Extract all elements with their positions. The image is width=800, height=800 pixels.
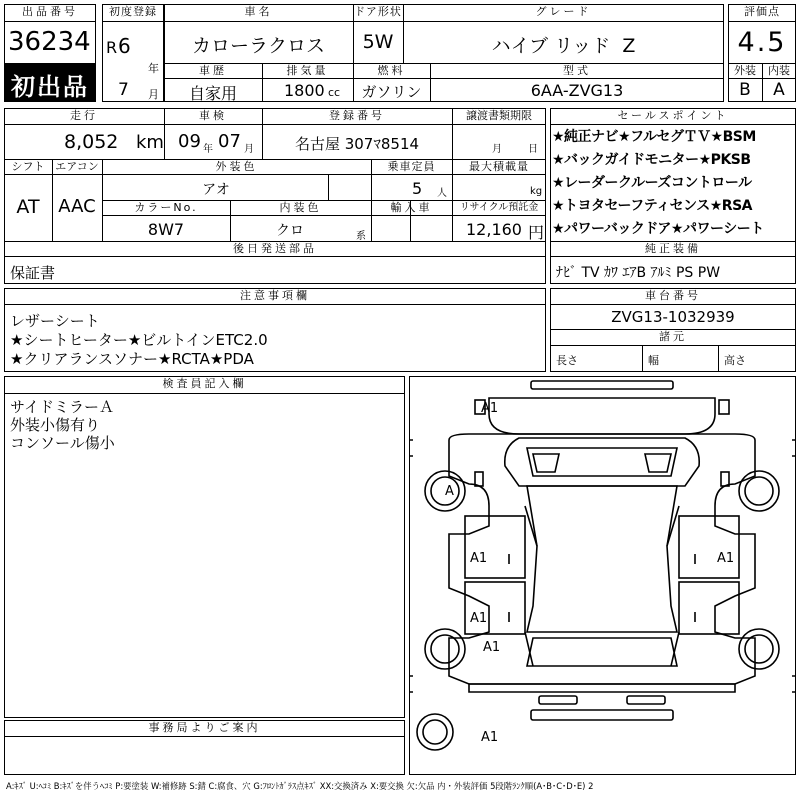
shift-label: シフト bbox=[11, 160, 45, 173]
interior-label: 内装 bbox=[768, 64, 790, 77]
sales-point-item: ★純正ナビ★フルセグＴＶ★BSM bbox=[552, 129, 756, 145]
exterior-grade: B bbox=[739, 80, 751, 100]
dimensions-label: 諸元 bbox=[659, 330, 687, 343]
mileage-label: 走行 bbox=[70, 109, 98, 122]
transfer-deadline-label: 譲渡書類期限 bbox=[466, 109, 532, 122]
history-label: 車歴 bbox=[199, 64, 227, 77]
mileage-unit: km bbox=[136, 132, 164, 153]
aircon: AAC bbox=[58, 196, 96, 217]
height-label: 高さ bbox=[724, 354, 746, 367]
damage-mark: A1 bbox=[481, 401, 499, 416]
inspector-line: コンソール傷小 bbox=[10, 434, 115, 452]
notes-line: ★シートヒーター★ビルトインETC2.0 bbox=[10, 331, 268, 349]
inspection-year: 09 bbox=[178, 131, 201, 152]
aircon-label: エアコン bbox=[55, 160, 99, 173]
sales-points-list bbox=[552, 126, 794, 240]
score: 4.5 bbox=[737, 27, 787, 58]
inspection-label: 車検 bbox=[199, 109, 227, 122]
notes-line: レザーシート bbox=[10, 312, 100, 330]
recycle-label: リサイクル預託金 bbox=[459, 202, 539, 213]
displacement-label: 排気量 bbox=[286, 64, 329, 77]
notes-line: ★クリアランスソナー★RCTA★PDA bbox=[10, 350, 254, 368]
sales-point-item: ★トヨタセーフティセンス★RSA bbox=[552, 198, 752, 214]
grade-label: グレード bbox=[535, 5, 592, 18]
capacity: 5 bbox=[412, 179, 423, 198]
damage-mark: A bbox=[445, 484, 454, 499]
inspector-line: サイドミラーＡ bbox=[10, 398, 114, 416]
first-listing-text: 初出品 bbox=[11, 73, 89, 101]
grade: ハイブ リッド Z bbox=[491, 35, 636, 57]
deadline-month-unit: 月 bbox=[492, 144, 502, 155]
registration-number: 名古屋 307ﾏ8514 bbox=[294, 135, 420, 153]
damage-mark: A1 bbox=[470, 551, 488, 566]
door-type: 5W bbox=[362, 31, 394, 53]
era-letter: R bbox=[106, 38, 118, 57]
door-label: ドア形状 bbox=[354, 5, 402, 18]
interior-color-label: 内装色 bbox=[279, 201, 322, 214]
interior-color: クロ bbox=[276, 223, 304, 239]
registration-year: 6 bbox=[118, 34, 131, 58]
sales-point-item: ★バックガイドモニター★PKSB bbox=[552, 152, 751, 168]
max-load-label: 最大積載量 bbox=[469, 160, 529, 173]
inspection-month-unit: 月 bbox=[244, 144, 254, 155]
damage-mark: A1 bbox=[470, 611, 488, 626]
model-code: 6AA-ZVG13 bbox=[530, 81, 624, 100]
sales-points-label: セールスポイント bbox=[617, 109, 729, 122]
capacity-unit: 人 bbox=[437, 188, 447, 199]
score-label: 評価点 bbox=[744, 5, 780, 18]
width-label: 幅 bbox=[648, 354, 659, 367]
year-unit: 年 bbox=[148, 62, 159, 75]
car-diagram bbox=[409, 376, 796, 775]
later-parts: 保証書 bbox=[10, 264, 56, 282]
inspector-label: 検査員記入欄 bbox=[162, 377, 247, 390]
car-name: カローラクロス bbox=[191, 35, 325, 57]
fuel-label: 燃料 bbox=[377, 64, 406, 77]
displacement-unit: cc bbox=[328, 86, 341, 99]
sales-point-item: ★レーダークルーズコントロール bbox=[552, 175, 752, 191]
color-number: 8W7 bbox=[147, 220, 185, 239]
deadline-day-unit: 日 bbox=[528, 144, 538, 155]
inspection-year-unit: 年 bbox=[203, 144, 213, 155]
mileage: 8,052 bbox=[64, 131, 119, 153]
import-label: 輸入車 bbox=[390, 201, 433, 214]
chassis-label: 車台番号 bbox=[645, 289, 701, 302]
model-code-label: 型式 bbox=[563, 64, 591, 77]
sales-point-item: ★パワーバックドア★パワーシート bbox=[552, 221, 764, 237]
interior-color-unit: 系 bbox=[356, 231, 366, 242]
exterior-color-label: 外装色 bbox=[215, 160, 258, 173]
recycle-amount: 12,160 bbox=[466, 220, 522, 239]
inspection-month: 07 bbox=[218, 131, 241, 152]
exterior-label: 外装 bbox=[734, 64, 756, 77]
length-label: 長さ bbox=[556, 354, 578, 367]
exterior-color: アオ bbox=[202, 182, 230, 198]
office-label: 事務局よりご案内 bbox=[148, 721, 261, 734]
equipment: ﾅﾋﾞ TV ｶﾜ ｴｱB ｱﾙﾐ PS PW bbox=[556, 265, 721, 281]
notes-label: 注意事項欄 bbox=[240, 289, 310, 302]
recycle-unit: 円 bbox=[528, 223, 545, 242]
lot-number-label: 出品番号 bbox=[22, 5, 78, 18]
history: 自家用 bbox=[188, 84, 237, 103]
displacement: 1800 bbox=[284, 81, 325, 100]
fuel: ガソリン bbox=[361, 83, 422, 101]
damage-legend: A:ｷｽﾞ U:ﾍｺﾐ B:ｷｽﾞを伴うﾍｺﾐ P:要塗装 W:補修跡 S:錆 C:腐食、穴 G:ﾌﾛﾝﾄｶﾞﾗｽ点ｷｽﾞ XX:交換済み X:要交換 欠:欠品 内・外装評価 5段階ﾗﾝｸ順(A･B･C･D･E) 2 bbox=[6, 781, 594, 791]
month-unit: 月 bbox=[148, 88, 159, 101]
inspector-line: 外装小傷有り bbox=[10, 416, 101, 434]
registration-number-label: 登録番号 bbox=[329, 109, 385, 122]
registration-month: 7 bbox=[118, 80, 129, 100]
color-number-label: カラーNo. bbox=[134, 201, 198, 214]
shift: AT bbox=[16, 196, 40, 218]
first-registration-label: 初度登録 bbox=[109, 5, 157, 18]
damage-mark: A1 bbox=[717, 551, 735, 566]
lot-number: 36234 bbox=[8, 27, 91, 57]
interior-grade: A bbox=[773, 80, 785, 100]
chassis-number: ZVG13-1032939 bbox=[611, 308, 735, 326]
capacity-label: 乗車定員 bbox=[387, 160, 436, 173]
later-parts-label: 後日発送部品 bbox=[233, 242, 317, 255]
damage-mark: A1 bbox=[481, 730, 499, 745]
damage-mark: A1 bbox=[483, 640, 501, 655]
car-name-label: 車名 bbox=[244, 5, 273, 18]
equipment-label: 純正装備 bbox=[645, 242, 701, 255]
max-load-unit: kg bbox=[530, 186, 543, 197]
